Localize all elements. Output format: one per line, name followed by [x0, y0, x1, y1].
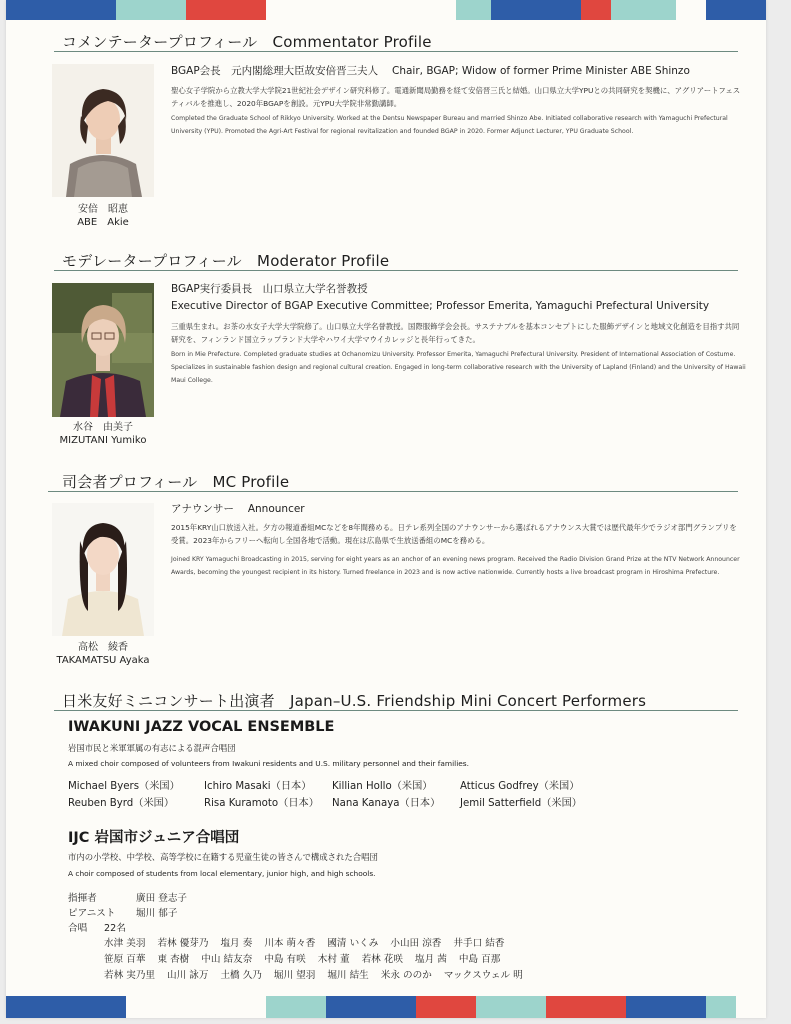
band-seg: [416, 996, 476, 1018]
conductor-label: 指揮者: [68, 893, 97, 904]
jazz-member: Michael Byers（米国）: [68, 781, 180, 792]
takamatsu-name-en: TAKAMATSU Ayaka: [56, 655, 150, 666]
mc-bio-jp: 2015年KRY山口放送入社。夕方の報道番組MCなどを8年間務める。日テレ系列全国のアナウンサーから選ばれるアナウンス大賞では歴代最年少でラジオ部門グランプリを受賞。2023年からフリーへ転向し全国各地で活動。現在は広島県で生放送番組のMCを務める。: [171, 523, 737, 545]
singer-name: 東 杏樹: [157, 954, 190, 965]
band-seg: [126, 996, 266, 1018]
chorus-label: 合唱: [68, 923, 88, 934]
moderator-headline-en: Executive Director of BGAP Executive Committee; Professor Emerita, Yamaguchi Prefectural University: [171, 300, 710, 312]
pianist-name: 堀川 郁子: [136, 908, 178, 919]
band-seg: [116, 0, 186, 20]
jazz-member: Atticus Godfrey（米国）: [460, 781, 580, 792]
band-seg: [186, 0, 266, 20]
takamatsu-ayaka-photo: [52, 503, 154, 636]
singer-name: 若林 優芽乃: [157, 938, 209, 949]
jazz-desc-jp: 岩国市民と米軍軍属の有志による混声合唱団: [68, 743, 236, 753]
moderator-headline-jp: BGAP実行委員長 山口県立大学名誉教授: [171, 283, 368, 295]
band-seg: [456, 0, 491, 20]
singer-row: [104, 935, 504, 949]
jazz-member: Reuben Byrd（米国）: [68, 798, 175, 809]
document-page: [6, 0, 766, 1018]
singer-name: 若林 花咲: [361, 954, 404, 965]
mc-section-title: 司会者プロフィール MC Profile: [62, 473, 290, 491]
band-seg: [266, 996, 326, 1018]
jazz-member: Ichiro Masaki（日本）: [204, 781, 312, 792]
band-seg: [626, 996, 706, 1018]
singer-name: 堀川 望羽: [273, 970, 316, 981]
band-seg: [676, 0, 706, 20]
band-seg: [706, 996, 736, 1018]
takamatsu-name-jp: 高松 綾香: [78, 642, 128, 653]
commentator-headline: BGAP会長 元内閣総理大臣故安倍晋三夫人 Chair, BGAP; Widow of former Prime Minister ABE Shinzo: [171, 65, 690, 77]
band-seg: [6, 996, 126, 1018]
concert-section-title: 日米友好ミニコンサート出演者 Japan–U.S. Friendship Mini Concert Performers: [62, 692, 647, 710]
pianist-label: ピアニスト: [68, 908, 116, 919]
band-seg: [736, 996, 766, 1018]
jazz-member: Risa Kuramoto（日本）: [204, 798, 319, 809]
singer-name: 堀川 結生: [327, 970, 369, 981]
moderator-rule: [54, 270, 738, 271]
commentator-bio-en: Completed the Graduate School of Rikkyo University. Worked at the Dentsu Newspaper Bureau and married Shinzo Abe. Initiated collaborative research with Yamaguchi Prefectural University (YPU). Promoted the Agri-Art Festival for regional revitalization and founded BGAP in 2020. Former Adjunct Lecturer, YPU Graduate School.: [171, 115, 728, 135]
commentator-bio-jp: 聖心女子学院から立教大学大学院21世紀社会デザイン研究科修了。電通新聞局勤務を経て安倍晋三氏と結婚。山口県立大学YPUとの共同研究を契機に、アグリアートフェスティバルを推進し、2020年BGAPを創設。元YPU大学院非常勤講師。: [171, 86, 741, 108]
mizutani-yumiko-photo: [52, 283, 154, 417]
band-seg: [6, 0, 116, 20]
mizutani-name-en: MIZUTANI Yumiko: [59, 435, 147, 446]
band-seg: [476, 996, 546, 1018]
singer-name: 米永 ののか: [380, 970, 432, 981]
moderator-bio-en: Born in Mie Prefecture. Completed graduate studies at Ochanomizu University. Professor Emerita, Yamaguchi Prefectural University. President of International Association of Costume. Specializes in sustainable fashion design and regional cultural creation. Engaged in long-term collaborative research with the University of Lapland (Finland) and the University of Hawaii Maui College.: [171, 351, 746, 384]
jazz-ensemble-title: IWAKUNI JAZZ VOCAL ENSEMBLE: [68, 719, 335, 735]
conductor-name: 廣田 登志子: [136, 893, 188, 904]
band-seg: [266, 0, 456, 20]
mc-headline: アナウンサー Announcer: [171, 503, 305, 515]
jazz-member: Nana Kanaya（日本）: [332, 798, 441, 809]
bottom-color-band: [6, 996, 766, 1018]
ijc-choir-title: IJC 岩国市ジュニア合唱団: [68, 830, 240, 846]
abe-caption: [52, 203, 154, 229]
moderator-section-title: モデレータープロフィール Moderator Profile: [62, 252, 390, 270]
concert-rule: [54, 710, 738, 711]
singer-name: 木村 董: [317, 954, 350, 965]
mc-bio-en: Joined KRY Yamaguchi Broadcasting in 2015, serving for eight years as an anchor of an evening news program. Received the Radio Division Grand Prize at the NTV Network Announcer Awards, becoming the youngest recipient in its history. Turned freelance in 2023 and is now active nationwide. Currently hosts a live broadcast program in Hiroshima Prefecture.: [171, 556, 740, 576]
band-seg: [491, 0, 581, 20]
jazz-member: Killian Hollo（米国）: [332, 781, 433, 792]
mizutani-caption: [42, 421, 164, 447]
singer-name: 水津 美羽: [104, 938, 146, 949]
abe-name-jp: 安倍 昭恵: [78, 204, 128, 215]
jazz-member: Jemil Satterfield（米国）: [460, 798, 582, 809]
singer-name: 國清 いくみ: [327, 938, 379, 949]
singer-name: 笹原 百華: [104, 954, 146, 965]
top-color-band: [6, 0, 766, 20]
singer-name: 山川 詠万: [167, 970, 209, 981]
singer-row: [104, 951, 500, 965]
band-seg: [581, 0, 611, 20]
takamatsu-caption: [42, 641, 164, 667]
singer-name: 中島 百那: [458, 954, 501, 965]
jazz-member-list: [68, 777, 600, 809]
mizutani-name-jp: 水谷 由美子: [73, 422, 133, 433]
singer-name: 井手口 結香: [453, 938, 505, 949]
band-seg: [546, 996, 626, 1018]
singer-name: 土橋 久乃: [220, 970, 262, 981]
singer-name: 若林 実乃里: [104, 970, 156, 981]
abe-name-en: ABE Akie: [77, 217, 129, 228]
singer-name: 中山 結友奈: [201, 954, 253, 965]
singer-name: 小山田 涼香: [390, 938, 442, 949]
ijc-desc-en: A choir composed of students from local elementary, junior high, and high schools.: [68, 869, 376, 878]
singer-name: 塩月 奏: [220, 938, 253, 949]
band-seg: [706, 0, 766, 20]
singer-name: マックスウェル 明: [443, 970, 523, 981]
band-seg: [326, 996, 416, 1018]
ijc-desc-jp: 市内の小学校、中学校、高等学校に在籍する児童生徒の皆さんで構成された合唱団: [68, 852, 378, 862]
band-seg: [611, 0, 676, 20]
singer-name: 塩月 茜: [415, 954, 447, 965]
singer-row: [104, 967, 523, 981]
commentator-rule: [54, 51, 738, 52]
chorus-count: 22名: [104, 923, 126, 934]
moderator-bio-jp: 三重県生まれ。お茶の水女子大学大学院修了。山口県立大学名誉教授。国際服飾学会会長。サステナブルを基本コンセプトにした服飾デザインと地域文化創造を目指す共同研究を、フィンランド国立ラップランド大学やハワイ大学マウイカレッジと長年行ってきた。: [171, 322, 740, 344]
abe-akie-photo: [52, 64, 154, 197]
singer-name: 中島 有咲: [264, 954, 306, 965]
jazz-desc-en: A mixed choir composed of volunteers from Iwakuni residents and U.S. military personnel and their families.: [68, 759, 470, 768]
commentator-section-title: コメンテータープロフィール Commentator Profile: [62, 33, 432, 51]
mc-rule: [48, 491, 738, 492]
singer-name: 川本 萌々香: [264, 938, 316, 949]
